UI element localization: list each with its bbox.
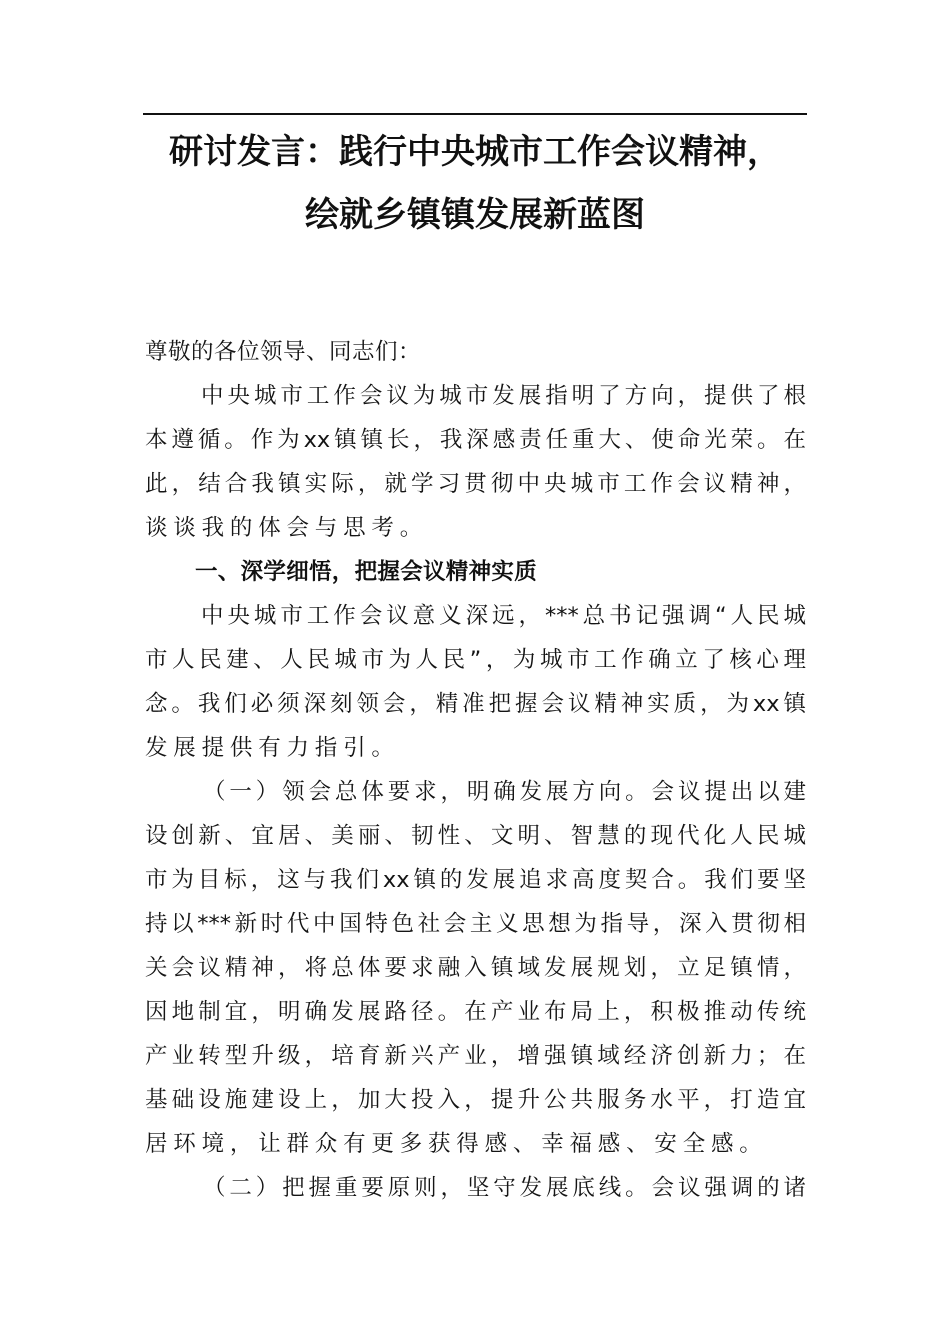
paragraph-2-line-2: 市人民建、人民城市为人民”，为城市工作确立了核心理 — [145, 647, 806, 673]
paragraph-2-line-1: 中央城市工作会议意义深远，***总书记强调“人民城 — [201, 603, 806, 629]
paragraph-1-line-4: 谈谈我的体会与思考。 — [145, 515, 429, 541]
subsection-1-line-4: 持以***新时代中国特色社会主义思想为指导，深入贯彻相 — [145, 911, 806, 937]
section-heading-1: 一、深学细悟，把握会议精神实质 — [195, 559, 538, 585]
paragraph-1-line-3: 此，结合我镇实际，就学习贯彻中央城市工作会议精神， — [145, 471, 806, 497]
document-body — [145, 330, 806, 1210]
subsection-1-line-3: 市为目标，这与我们xx镇的发展追求高度契合。我们要坚 — [145, 867, 806, 893]
paragraph-1-line-1: 中央城市工作会议为城市发展指明了方向，提供了根 — [201, 383, 806, 409]
subsection-1-line-1: （一）领会总体要求，明确发展方向。会议提出以建 — [203, 779, 806, 805]
subsection-1-line-9: 居环境，让群众有更多获得感、幸福感、安全感。 — [145, 1131, 768, 1157]
paragraph-2-line-3: 念。我们必须深刻领会，精准把握会议精神实质，为xx镇 — [145, 691, 806, 717]
subsection-2-line-1: （二）把握重要原则，坚守发展底线。会议强调的诸 — [203, 1175, 806, 1201]
paragraph-1-line-2: 本遵循。作为xx镇镇长，我深感责任重大、使命光荣。在 — [145, 427, 806, 453]
subsection-1-line-8: 基础设施建设上，加大投入，提升公共服务水平，打造宜 — [145, 1087, 806, 1113]
subsection-1-line-2: 设创新、宜居、美丽、韧性、文明、智慧的现代化人民城 — [145, 823, 806, 849]
header-rule — [143, 113, 807, 115]
document-title-line-1: 研讨发言：践行中央城市工作会议精神， — [169, 132, 781, 172]
subsection-1-line-7: 产业转型升级，培育新兴产业，增强镇域经济创新力；在 — [145, 1043, 806, 1069]
subsection-1-line-5: 关会议精神，将总体要求融入镇域发展规划，立足镇情， — [145, 955, 806, 981]
subsection-1-line-6: 因地制宜，明确发展路径。在产业布局上，积极推动传统 — [145, 999, 806, 1025]
document-title-line-2: 绘就乡镇镇发展新蓝图 — [305, 195, 645, 235]
paragraph-2-line-4: 发展提供有力指引。 — [145, 735, 400, 761]
salutation: 尊敬的各位领导、同志们： — [145, 339, 422, 365]
